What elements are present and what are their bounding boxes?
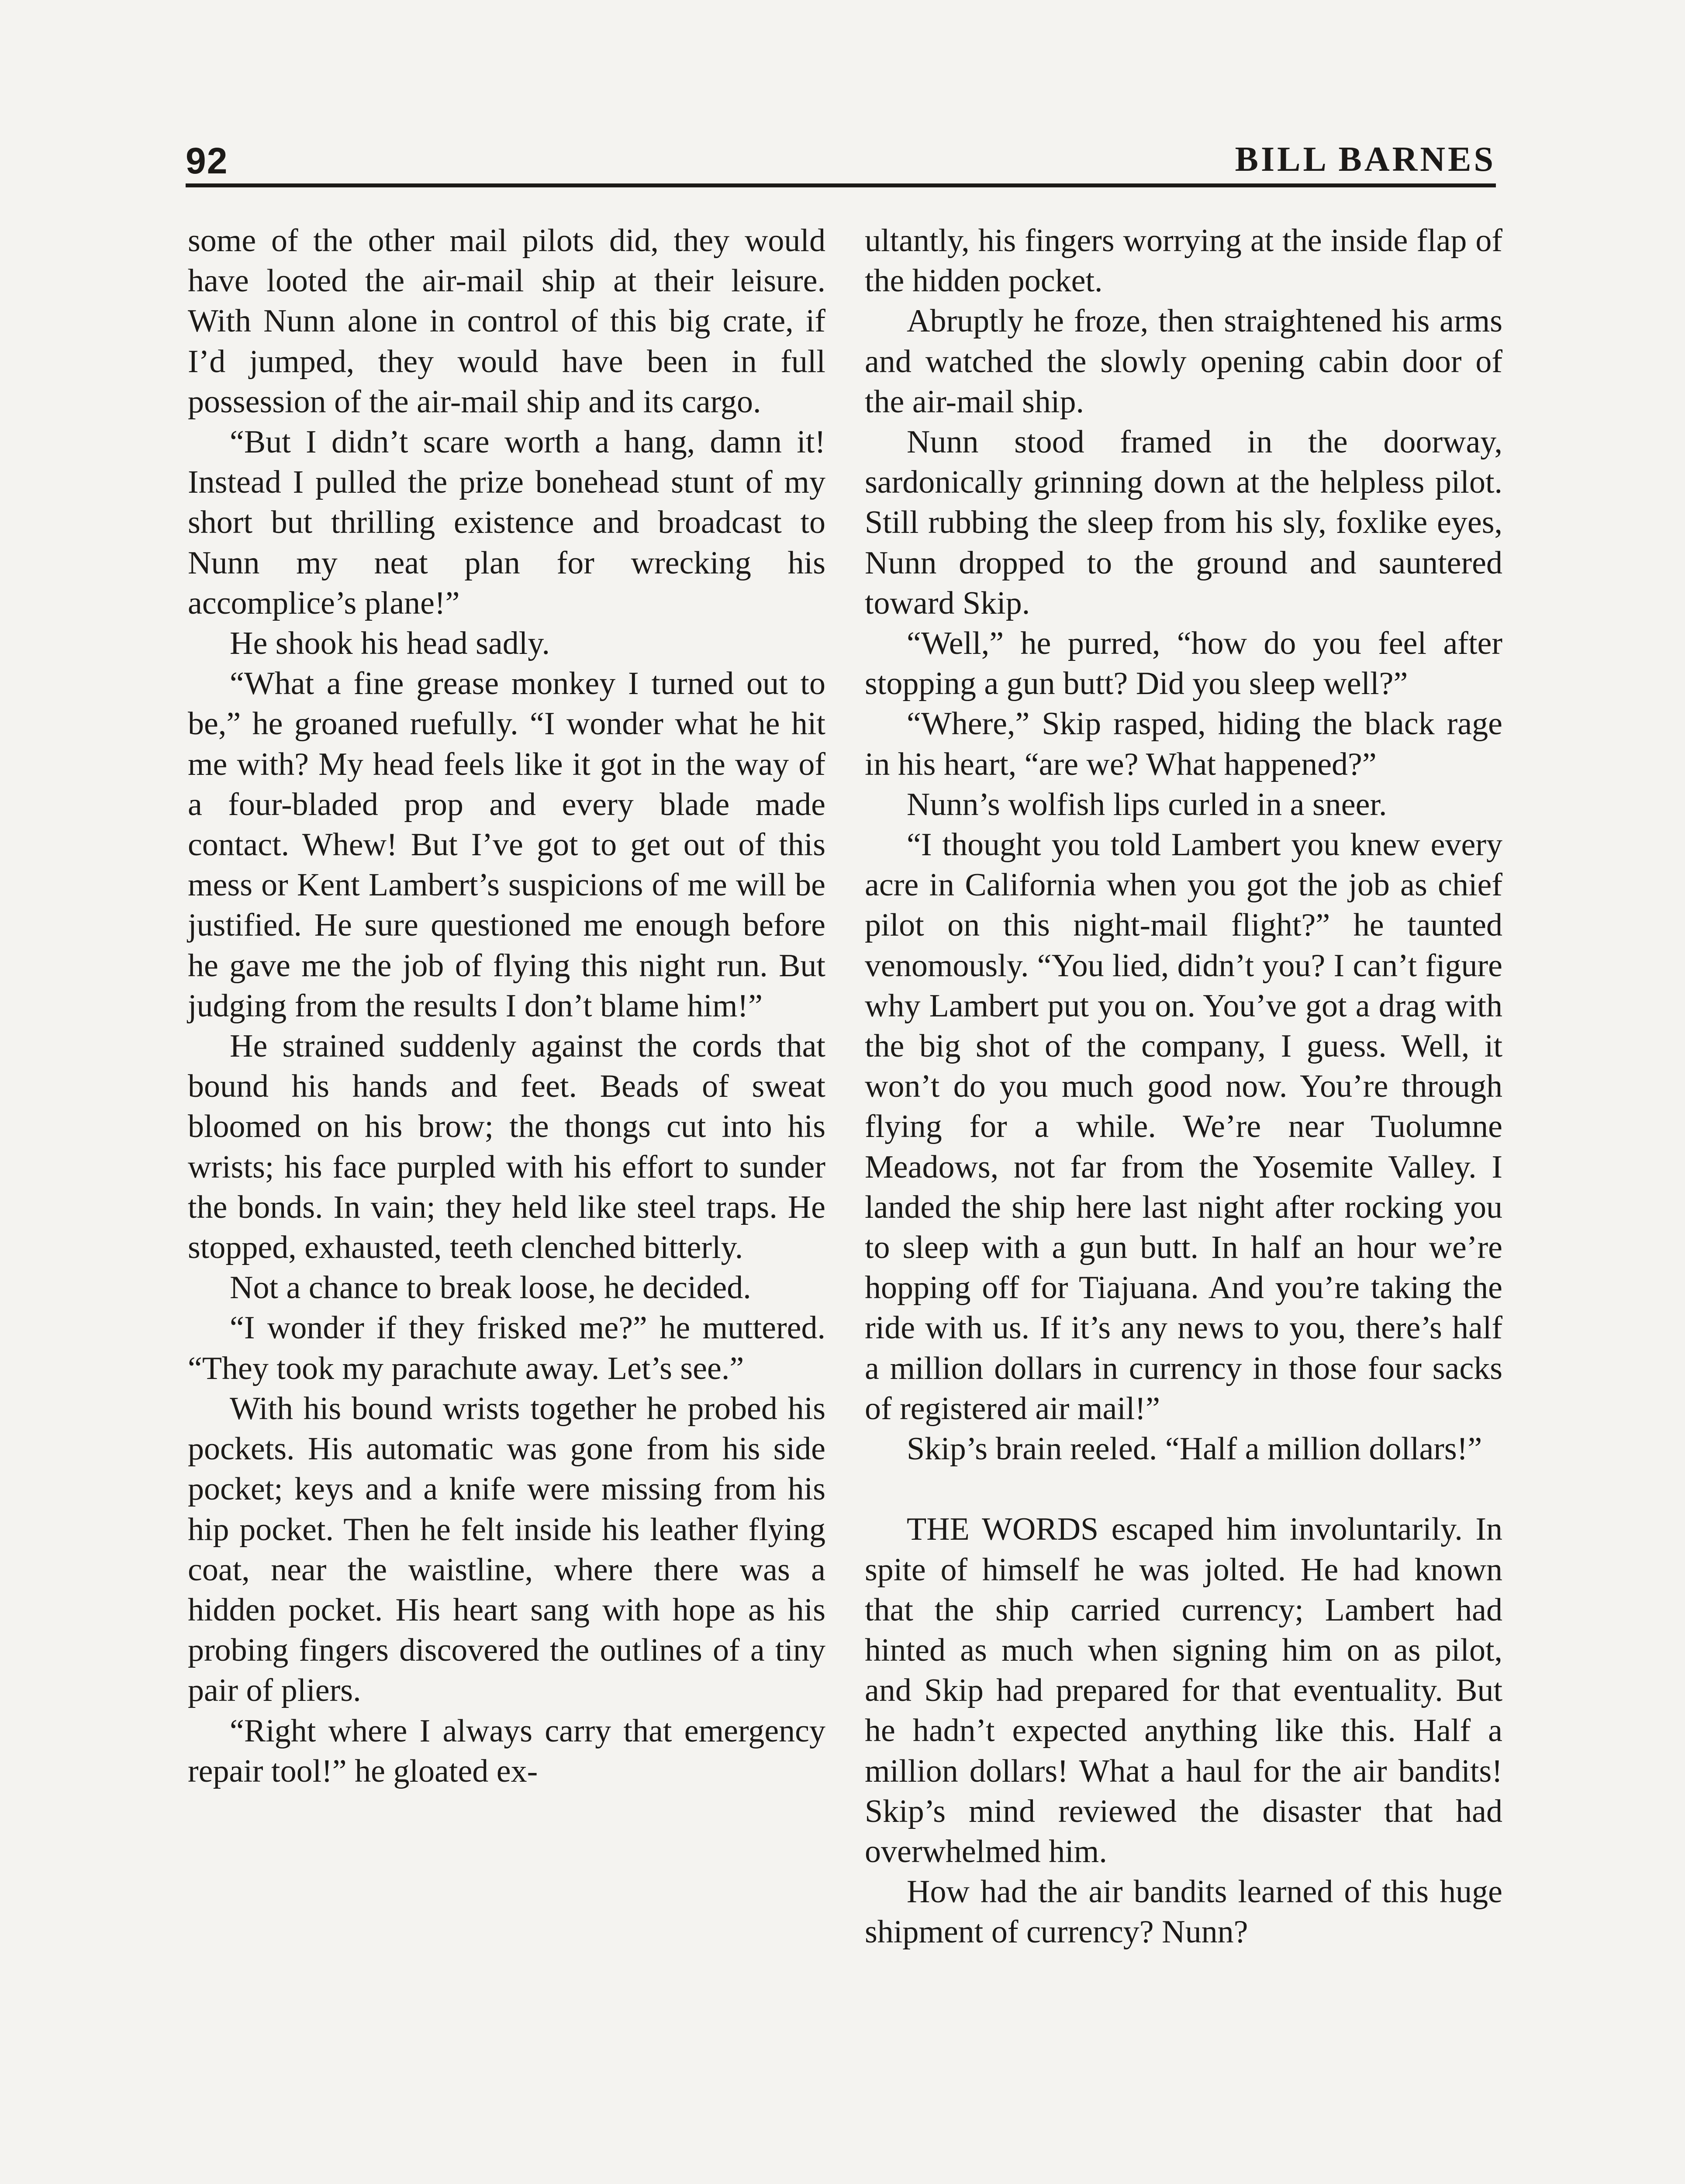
paragraph: Abruptly he froze, then straightened his arms and watched the slowly opening cabin door of the air-mail ship. — [865, 303, 1502, 420]
left-column — [188, 221, 825, 1791]
paragraph: ultantly, his fingers worrying at the inside flap of the hidden pocket. — [865, 223, 1502, 299]
page-header — [186, 131, 1496, 192]
paragraph: “But I didn’t scare worth a hang, damn it! Instead I pulled the prize bonehead stunt of my short but thrilling existence and broadcast to Nunn my neat plan for wrecking his accomplice’s plane!” — [188, 424, 825, 621]
paragraph: Not a chance to break loose, he decided. — [230, 1270, 751, 1306]
paragraph: Skip’s brain reeled. “Half a million dollars!” — [907, 1431, 1482, 1467]
header-rule — [186, 183, 1496, 187]
section-opening-paragraph: THE WORDS escaped him involuntarily. In spite of himself he was jolted. He had known that the ship carried currency; Lambert had hinted as much when signing him on as pilot, and Skip had prepared for that eventuality. But he hadn’t expected anything like this. Half a million dollars! What a haul for the air bandits! Skip’s mind reviewed the disaster that had overwhelmed him. — [865, 1511, 1502, 1870]
page-number: 92 — [186, 140, 228, 181]
paragraph: Nunn stood framed in the doorway, sardonically grinning down at the helpless pilot. Still rubbing the sleep from his sly, foxlike eyes, Nunn dropped to the ground and sauntered toward Skip. — [865, 424, 1502, 621]
paragraph: “I thought you told Lambert you knew every acre in California when you got the job as chief pilot on this night-mail flight?” he taunted venomously. “You lied, didn’t you? I can’t figure why Lambert put you on. You’ve got a drag with the big shot of the company, I guess. Well, it won’t do you much good now. You’re through flying for a while. We’re near Tuolumne Meadows, not far from the Yosemite Valley. I landed the ship here last night after rocking you to sleep with a gun butt. In half an hour we’re hopping off for Tiajuana. And you’re taking the ride with us. If it’s any news to you, there’s half a million dollars in currency in those four sacks of registered air mail!” — [865, 827, 1502, 1427]
paragraph: “What a fine grease monkey I turned out to be,” he groaned ruefully. “I wonder what he hit me with? My head feels like it got in the way of a four-bladed prop and every blade made contact. Whew! But I’ve got to get out of this mess or Kent Lambert’s suspicions of me will be justified. He sure questioned me enough before he gave me the job of flying this night run. But judging from the results I don’t blame him!” — [188, 666, 825, 1024]
paragraph: How had the air bandits learned of this huge shipment of currency? Nunn? — [865, 1874, 1502, 1950]
paragraph: With his bound wrists together he probed his pockets. His automatic was gone from his side pocket; keys and a knife were missing from his hip pocket. Then he felt inside his leather flying coat, near the waistline, where there was a hidden pocket. His heart sang with hope as his probing fingers discovered the outlines of a tiny pair of pliers. — [188, 1390, 825, 1709]
paragraph: He strained suddenly against the cords that bound his hands and feet. Beads of sweat bloomed on his brow; the thongs cut into his wrists; his face purpled with his effort to sunder the bonds. In vain; they held like steel traps. He stopped, exhausted, teeth clenched bitterly. — [188, 1028, 825, 1266]
running-title: BILL BARNES — [1235, 140, 1496, 179]
paragraph: “Where,” Skip rasped, hiding the black rage in his heart, “are we? What happened?” — [865, 706, 1502, 782]
paragraph: Nunn’s wolfish lips curled in a sneer. — [907, 786, 1387, 822]
right-column — [865, 221, 1502, 1952]
paragraph: some of the other mail pilots did, they would have looted the air-mail ship at their leisure. With Nunn alone in control of this big crate, if I’d jumped, they would have been in full possession of the air-mail ship and its cargo. — [188, 223, 825, 420]
paragraph: He shook his head sadly. — [230, 625, 550, 662]
paragraph: “Well,” he purred, “how do you feel after stopping a gun butt? Did you sleep well?” — [865, 625, 1502, 702]
paragraph: “Right where I always carry that emergency repair tool!” he gloated ex- — [188, 1713, 825, 1789]
paragraph: “I wonder if they frisked me?” he muttered. “They took my parachute away. Let’s see.” — [188, 1310, 825, 1386]
